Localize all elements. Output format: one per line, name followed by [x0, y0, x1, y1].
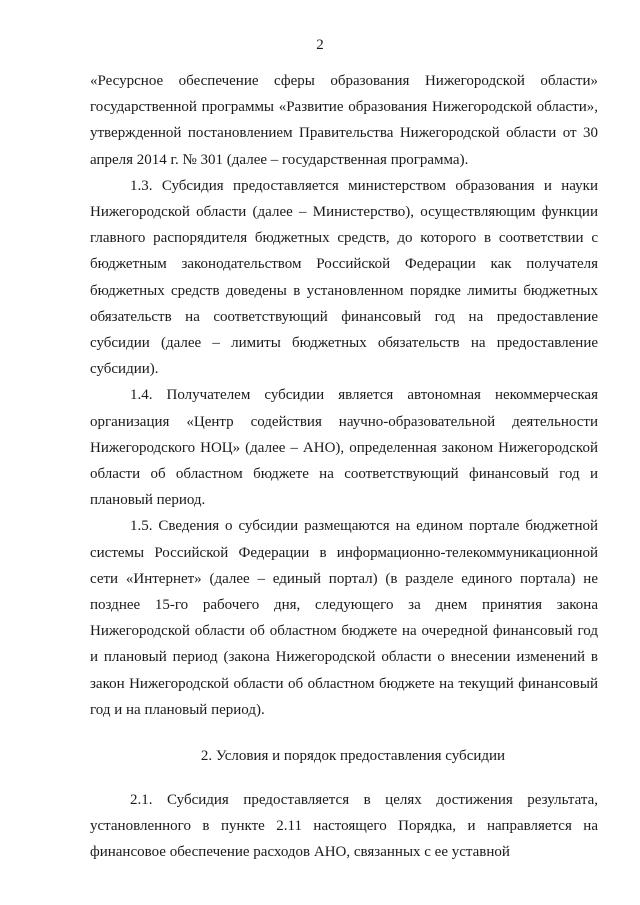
paragraph-continuation: «Ресурсное обеспечение сферы образования Нижегородской области» государственной программы «Развитие образования Нижегородской области», утвержденной постановлением Правительства Нижегородской области от 30 апреля 2014 г. № 301 (далее – государственная программа). [90, 73, 598, 168]
paragraph-2-1: 2.1. Субсидия предоставляется в целях достижения результата, установленного в пункте 2.11 настоящего Порядка, и направляется на финансовое обеспечение расходов АНО, связанных с ее уставной [90, 792, 598, 861]
page-number: 2 [316, 37, 324, 53]
document-body [90, 68, 598, 866]
section-heading: 2. Условия и порядок предоставления субсидии [200, 748, 506, 765]
paragraph-1-3: 1.3. Субсидия предоставляется министерством образования и науки Нижегородской области (далее – Министерство), осуществляющим функции главного распорядителя бюджетных средств, до которого в соответствии с бюджетным законодательством Российской Федерации как получателя бюджетных средств доведены в установленном порядке лимиты бюджетных обязательств на соответствующий финансовый год на предоставление субсидии (далее – лимиты бюджетных обязательств на предоставление субсидии). [90, 177, 598, 378]
paragraph-1-4: 1.4. Получателем субсидии является автономная некоммерческая организация «Центр содействия научно-образовательной деятельности Нижегородского НОЦ» (далее – АНО), определенная законом Нижегородской области об областном бюджете на соответствующий финансовый год и плановый период. [90, 387, 598, 509]
paragraph-1-5: 1.5. Сведения о субсидии размещаются на едином портале бюджетной системы Российской Федерации в информационно-телекоммуникационной сети «Интернет» (далее – единый портал) (в разделе единого портала) не позднее 15-го рабочего дня, следующего за днем принятия закона Нижегородской области об областном бюджете на очередной финансовый год и плановый период (закона Нижегородской области о внесении изменений в закон Нижегородской области об областном бюджете на текущий финансовый год и на плановый период). [90, 518, 598, 718]
